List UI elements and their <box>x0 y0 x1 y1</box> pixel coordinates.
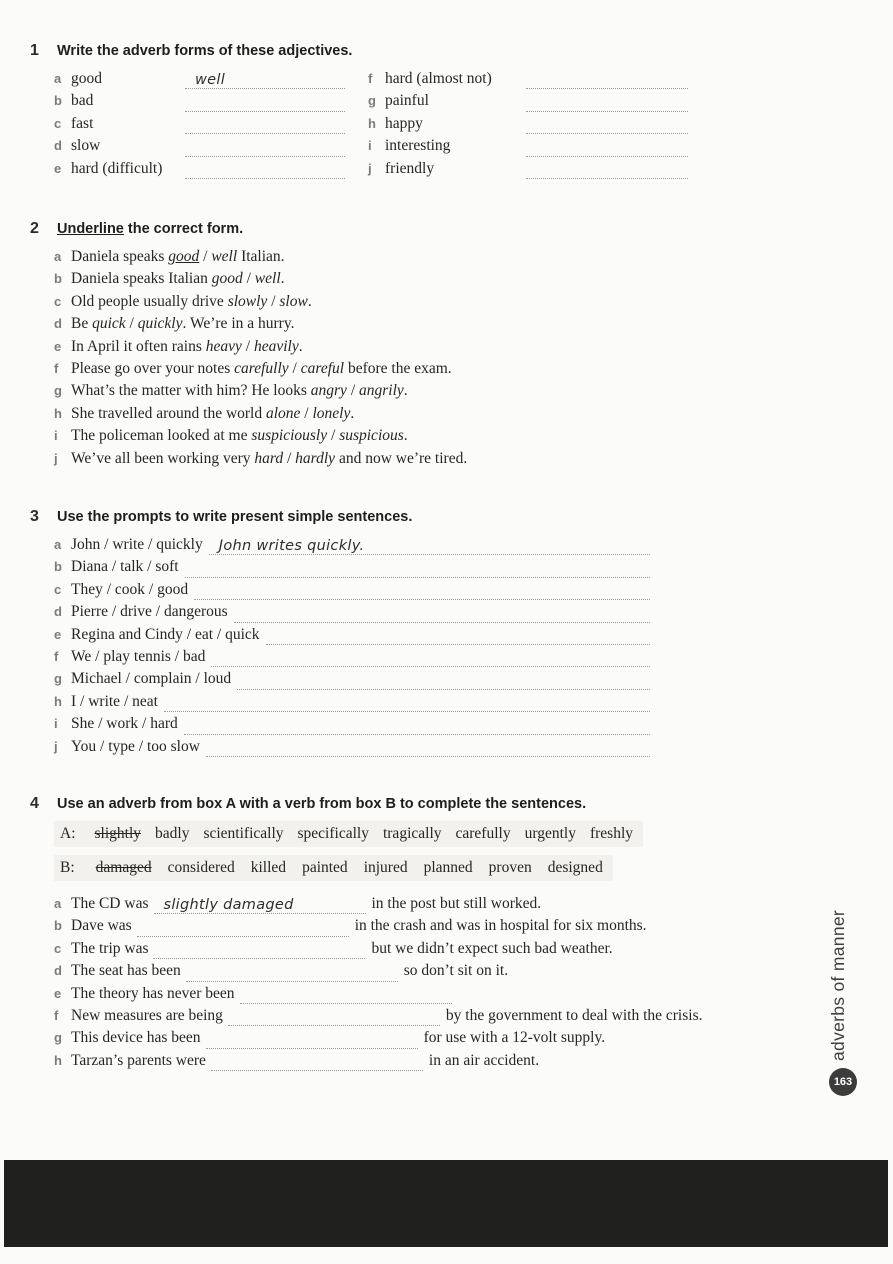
item-letter: g <box>54 1030 62 1046</box>
answer-line <box>154 899 366 914</box>
sentence-segment: Daniela speaks <box>71 248 169 265</box>
answer-line <box>153 944 365 959</box>
sentence-segment: In April it often rains <box>71 337 206 355</box>
wordbox-word: proven <box>488 859 532 876</box>
choice-word: heavily <box>253 337 299 355</box>
answer-line <box>137 922 349 937</box>
sentence-segment: . We’re in a hurry. <box>182 315 295 333</box>
sentence-segment: The policeman looked at me <box>71 427 252 445</box>
prompt-row <box>54 693 650 715</box>
wordbox-word: badly <box>155 825 190 842</box>
adjective-row <box>54 70 345 92</box>
choice-word: quickly <box>137 315 183 333</box>
adjective-word: slow <box>71 137 101 155</box>
item-letter: h <box>368 115 376 131</box>
item-letter: g <box>54 671 62 687</box>
wordbox-a <box>54 821 643 847</box>
handwritten-answer: slightly damaged <box>163 897 294 914</box>
sentence-segment: She travelled around the world <box>71 404 266 422</box>
sentence-segment: / <box>267 292 280 310</box>
prompt-row <box>54 581 650 603</box>
prompt-row <box>54 738 650 760</box>
sentence-after: but we didn’t expect such bad weather. <box>371 939 613 957</box>
prompt-text: You / type / too slow <box>71 737 200 755</box>
adjective-word: bad <box>71 92 94 110</box>
exercise-title: Use an adverb from box A with a verb from box B to complete the sentences. <box>57 796 587 812</box>
wordbox-word: killed <box>250 859 287 876</box>
sentence-text <box>71 338 303 356</box>
sentence-text <box>71 450 467 468</box>
item-letter: h <box>54 1052 62 1068</box>
adjective-row <box>368 137 688 159</box>
item-letter: i <box>54 428 58 444</box>
exercise-number: 2 <box>30 220 39 237</box>
sentence-text <box>71 405 354 423</box>
wordbox-b <box>54 855 613 881</box>
sentence-before: The trip was <box>71 939 149 957</box>
page-number-badge <box>829 1068 857 1096</box>
answer-line <box>186 967 398 982</box>
exercise-4-header <box>30 795 710 813</box>
wordbox-word: painted <box>302 859 348 876</box>
sentence-text <box>71 382 408 400</box>
item-letter: h <box>54 693 62 709</box>
answer-line <box>185 563 650 578</box>
sentence-segment: . <box>403 382 408 400</box>
item-letter: g <box>54 383 62 399</box>
adjective-row <box>54 115 345 137</box>
wordbox-word: freshly <box>589 825 633 842</box>
item-letter: a <box>54 249 62 264</box>
sentence-after: so don’t sit on it. <box>403 962 509 980</box>
sentence-segment: before the exam. <box>344 359 452 377</box>
choice-word: heavy <box>205 337 242 355</box>
exercise-1-header <box>30 42 710 60</box>
choice-word: angrily <box>359 382 404 400</box>
item-letter: a <box>54 537 62 552</box>
adjective-columns <box>54 70 710 182</box>
wordbox-label: A: <box>60 825 76 842</box>
wordbox-word: carefully <box>455 825 511 842</box>
answer-line <box>194 585 650 600</box>
sentence-row <box>54 338 710 360</box>
prompt-text: She / work / hard <box>71 715 178 733</box>
answer-line <box>526 119 688 134</box>
choice-word: lonely <box>312 404 351 422</box>
prompt-text: John / write / quickly <box>71 536 203 553</box>
completion-row <box>54 917 710 939</box>
item-letter: c <box>54 940 62 956</box>
sentence-segment: We’ve all been working very <box>71 449 255 467</box>
prompt-row <box>54 715 650 737</box>
sentence-after: in the post but still worked. <box>371 895 542 912</box>
sentence-segment: . <box>350 404 355 422</box>
sentence-text <box>71 427 408 445</box>
adjective-word: interesting <box>385 137 451 155</box>
completion-list <box>54 895 710 1074</box>
exercise-number: 3 <box>30 508 39 525</box>
handwritten-answer: well <box>195 72 226 89</box>
choice-word: slow <box>279 292 308 310</box>
sentence-row <box>54 360 710 382</box>
item-letter: d <box>54 138 62 154</box>
item-letter: f <box>54 1007 59 1023</box>
exercise-3-header <box>30 508 710 526</box>
wordbox-word: considered <box>167 859 235 876</box>
sentence-text <box>71 270 285 288</box>
completion-row <box>54 1029 710 1051</box>
adjective-column-right <box>368 70 688 182</box>
prompt-row <box>54 648 650 670</box>
choice-word: slowly <box>227 292 268 310</box>
wordbox-word: urgently <box>524 825 576 842</box>
item-letter: f <box>54 648 59 664</box>
sentence-segment: and now we’re tired. <box>335 449 468 467</box>
choice-word: hard <box>254 449 284 467</box>
answer-line <box>240 989 452 1004</box>
wordbox-word: specifically <box>297 825 369 842</box>
answer-line <box>228 1011 440 1026</box>
wordbox-word: scientifically <box>203 825 284 842</box>
sentence-segment: Italian. <box>237 248 285 265</box>
item-letter: e <box>54 626 62 642</box>
exercise-title <box>57 221 243 237</box>
item-letter: b <box>54 918 62 934</box>
adjective-row <box>368 115 688 137</box>
item-letter: d <box>54 963 62 979</box>
answer-line <box>234 608 650 623</box>
exercise-number: 4 <box>30 795 39 812</box>
underlined-word: Underline <box>57 221 124 237</box>
sentence-segment: / <box>199 248 212 265</box>
item-letter: c <box>54 115 62 131</box>
sentence-segment: / <box>288 359 301 377</box>
adjective-word: friendly <box>385 159 435 177</box>
answer-line <box>526 164 688 179</box>
item-letter: e <box>54 985 62 1001</box>
prompt-text: Michael / complain / loud <box>71 670 232 688</box>
prompt-text: I / write / neat <box>71 692 158 710</box>
sentence-before: Dave was <box>71 917 132 935</box>
adjective-word: fast <box>71 114 94 132</box>
exercise-title: Use the prompts to write present simple sentences. <box>57 509 413 525</box>
sidebar-chapter-label: adverbs of manner <box>828 909 848 1061</box>
adjective-word: hard (almost not) <box>385 70 492 87</box>
prompt-text: We / play tennis / bad <box>71 647 206 665</box>
item-letter: a <box>54 896 62 911</box>
completion-row <box>54 1007 710 1029</box>
prompt-list <box>54 536 710 760</box>
exercise-3-section <box>30 508 710 760</box>
choice-word: suspiciously <box>251 427 328 445</box>
item-letter: c <box>54 293 62 309</box>
item-letter: b <box>54 271 62 287</box>
adjective-row <box>368 70 688 92</box>
sentence-list <box>54 248 710 472</box>
answer-line <box>164 697 650 712</box>
completion-row <box>54 895 710 917</box>
sentence-text <box>71 315 294 333</box>
answer-line <box>185 164 345 179</box>
sentence-before: This device has been <box>71 1029 201 1047</box>
adjective-row <box>368 92 688 114</box>
sentence-segment: Daniela speaks Italian <box>71 270 212 288</box>
adjective-column-left <box>54 70 345 182</box>
wordbox-word: slightly <box>94 825 142 842</box>
choice-word: angry <box>310 382 347 400</box>
item-letter: f <box>368 71 373 86</box>
choice-word: carefully <box>234 359 289 377</box>
item-letter: i <box>54 716 58 732</box>
choice-word: good <box>211 270 243 288</box>
sentence-row <box>54 315 710 337</box>
wordbox-word: planned <box>423 859 473 876</box>
sentence-before: The theory has never been <box>71 984 235 1002</box>
wordbox-word: tragically <box>382 825 442 842</box>
sentence-after: for use with a 12-volt supply. <box>423 1029 606 1047</box>
answer-line <box>211 1056 423 1071</box>
item-letter: e <box>54 338 62 354</box>
completion-row <box>54 985 710 1007</box>
prompt-text: Regina and Cindy / eat / quick <box>71 625 260 643</box>
prompt-text: Pierre / drive / dangerous <box>71 603 228 621</box>
sentence-row <box>54 248 710 270</box>
sentence-segment: / <box>242 270 255 288</box>
choice-word: well <box>254 270 281 288</box>
item-letter: f <box>54 360 59 376</box>
prompt-row <box>54 536 650 558</box>
sentence-after: in an air accident. <box>428 1051 540 1069</box>
choice-word: quick <box>92 315 126 333</box>
choice-word: suspicious <box>339 427 404 445</box>
answer-line <box>526 74 688 89</box>
sentence-row <box>54 270 710 292</box>
sentence-segment: . <box>307 292 312 310</box>
sentence-row <box>54 427 710 449</box>
prompt-row <box>54 558 650 580</box>
item-letter: j <box>54 738 58 754</box>
completion-row <box>54 1052 710 1074</box>
answer-line <box>237 675 650 690</box>
sentence-segment: / <box>346 382 359 400</box>
sentence-before: New measures are being <box>71 1006 223 1024</box>
sentence-before: Tarzan’s parents were <box>71 1051 206 1069</box>
choice-word: hardly <box>295 449 336 467</box>
sentence-row <box>54 382 710 404</box>
wordbox-label: B: <box>60 859 75 876</box>
sentence-text <box>71 293 312 311</box>
sentence-row <box>54 450 710 472</box>
item-letter: b <box>54 93 62 109</box>
answer-line <box>206 1034 418 1049</box>
sentence-segment: / <box>300 404 313 422</box>
choice-word: alone <box>265 404 301 422</box>
wordbox-word: damaged <box>95 859 152 876</box>
item-letter: j <box>368 160 372 176</box>
sentence-before: The seat has been <box>71 962 181 980</box>
sentence-segment: . <box>298 337 303 355</box>
handwritten-answer: John writes quickly. <box>218 538 365 555</box>
item-letter: b <box>54 559 62 575</box>
answer-line <box>185 74 345 89</box>
adjective-row <box>54 137 345 159</box>
prompt-row <box>54 670 650 692</box>
sentence-segment: / <box>241 337 254 355</box>
wordbox-word: injured <box>363 859 408 876</box>
page-number: 163 <box>833 1076 853 1088</box>
exercise-2-header <box>30 220 710 238</box>
answer-line <box>185 97 345 112</box>
sentence-text <box>71 248 285 266</box>
adjective-row <box>54 160 345 182</box>
choice-word: careful <box>300 359 345 377</box>
wordbox-word: designed <box>547 859 603 876</box>
sentence-text <box>71 360 452 378</box>
sentence-segment: / <box>327 427 340 445</box>
prompt-text: They / cook / good <box>71 580 189 598</box>
item-letter: j <box>54 450 58 466</box>
adjective-row <box>54 92 345 114</box>
completion-row <box>54 962 710 984</box>
sentence-segment: Old people usually drive <box>71 292 228 310</box>
answer-line <box>211 652 650 667</box>
sentence-row <box>54 405 710 427</box>
adjective-row <box>368 160 688 182</box>
sentence-row <box>54 293 710 315</box>
choice-word: well <box>211 248 238 265</box>
exercise-4-section <box>30 795 710 1074</box>
prompt-text: Diana / talk / soft <box>71 558 179 576</box>
sentence-segment: / <box>283 449 296 467</box>
sentence-before: The CD was <box>71 895 149 912</box>
answer-line <box>184 720 650 735</box>
adjective-word: good <box>71 70 102 87</box>
sentence-after: in the crash and was in hospital for six months. <box>354 917 647 935</box>
item-letter: a <box>54 71 62 86</box>
exercise-title: Write the adverb forms of these adjectives. <box>57 43 353 59</box>
exercise-number: 1 <box>30 42 39 59</box>
answer-line <box>209 540 650 555</box>
sentence-segment: . <box>280 270 285 288</box>
item-letter: g <box>368 93 376 109</box>
prompt-row <box>54 626 650 648</box>
answer-line <box>206 742 650 757</box>
item-letter: h <box>54 405 62 421</box>
answer-line <box>185 119 345 134</box>
sentence-segment: Be <box>71 315 93 333</box>
item-letter: d <box>54 316 62 332</box>
answer-line <box>185 142 345 157</box>
sentence-segment: What’s the matter with him? He looks <box>71 382 311 400</box>
answer-line <box>526 142 688 157</box>
item-letter: d <box>54 604 62 620</box>
adjective-word: happy <box>385 114 423 132</box>
completion-row <box>54 940 710 962</box>
item-letter: i <box>368 138 372 154</box>
answer-line <box>266 630 650 645</box>
item-letter: c <box>54 581 62 597</box>
sentence-segment: / <box>125 315 138 333</box>
exercise-2-section <box>30 220 710 472</box>
exercise-1-section <box>30 42 710 182</box>
sentence-after: by the government to deal with the crisis. <box>445 1006 703 1024</box>
title-rest: the correct form. <box>123 221 244 237</box>
sentence-segment: . <box>403 427 408 445</box>
adjective-word: painful <box>385 92 429 110</box>
item-letter: e <box>54 160 62 176</box>
prompt-row <box>54 603 650 625</box>
answer-line <box>526 97 688 112</box>
choice-word: good <box>168 248 200 265</box>
footer-scan-band <box>4 1160 888 1247</box>
adjective-word: hard (difficult) <box>71 159 163 177</box>
sentence-segment: Please go over your notes <box>71 359 235 377</box>
